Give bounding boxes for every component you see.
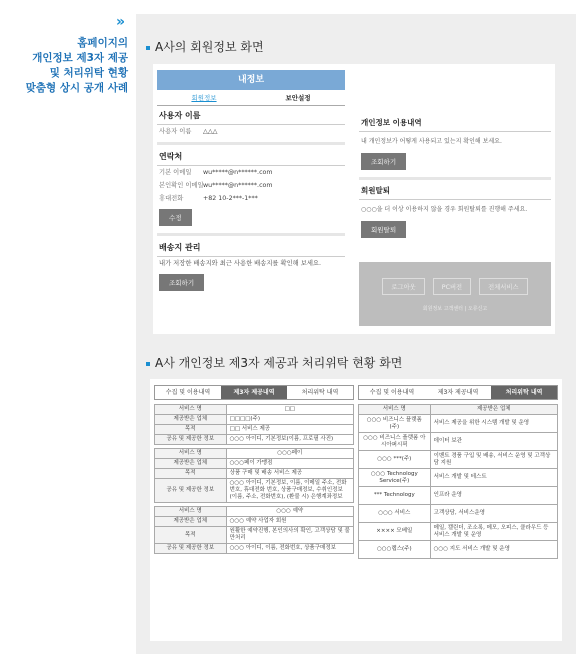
phone-row <box>157 192 345 205</box>
bullet-icon <box>146 362 150 366</box>
table-row <box>359 469 558 487</box>
withdraw-desc: ○○○을 더 이상 이용하지 않을 경우 회원탈퇴를 진행해 주세요. <box>361 206 528 213</box>
sidebar-title-line: 맞춤형 상시 공개 사례 <box>25 82 128 94</box>
myinfo-tabs <box>157 90 345 106</box>
purpose-cell: 데이터 보관 <box>430 433 557 451</box>
withdraw-heading: 회원탈퇴 <box>359 182 551 200</box>
third-party-grid <box>154 404 354 554</box>
edit-button[interactable]: 수정 <box>159 209 192 226</box>
shipping-desc: 내가 저장한 배송지와 최근 사용한 배송지를 확인해 보세요. <box>159 260 321 267</box>
footer-box <box>359 262 551 326</box>
usage-lookup-button[interactable]: 조회하기 <box>361 153 406 170</box>
tab-outsourcing[interactable]: 처리위탁 내역 <box>301 389 339 396</box>
row-value: ○○○ 아이디, 이름, 전화번호, 상품구매정보 <box>226 544 353 554</box>
row-label: 공유 및 제공한 정보 <box>155 435 227 445</box>
table-row <box>155 449 354 459</box>
usage-desc: 내 개인정보가 어떻게 사용되고 있는지 확인해 보세요. <box>361 138 502 145</box>
table-tabs <box>358 385 558 400</box>
outsourcing-grid <box>358 404 558 559</box>
row-value: 상품 구매 및 배송 서비스 제공 <box>226 469 353 479</box>
row-label: 서비스 명 <box>155 507 227 517</box>
row-label: 공유 및 제공한 정보 <box>155 544 227 554</box>
tab-collection[interactable]: 수집 및 이용내역 <box>369 389 415 396</box>
username-row <box>157 125 345 138</box>
tab-collection[interactable]: 수집 및 이용내역 <box>165 389 211 396</box>
row-value: ○○○ 예약 <box>226 507 353 517</box>
table-row <box>155 544 354 554</box>
divider <box>157 233 345 236</box>
row-value: ○○○ 예약 사업자 회원 <box>226 517 353 527</box>
sidebar <box>0 14 128 96</box>
row-label: 목적 <box>155 527 227 544</box>
table-header-row <box>359 405 558 415</box>
table-header-cell: 제공받은 업체 <box>430 405 557 415</box>
myinfo-column <box>157 70 345 294</box>
table-row <box>155 425 354 435</box>
tab-security[interactable]: 보안설정 <box>285 94 311 102</box>
withdraw-button[interactable]: 회원탈퇴 <box>361 221 406 238</box>
verify-email-value: wu*****@n******.com <box>203 182 273 189</box>
bullet-icon <box>146 46 150 50</box>
row-label: 제공받은 업체 <box>155 459 227 469</box>
table-row <box>155 507 354 517</box>
table-row <box>155 469 354 479</box>
contact-heading: 연락처 <box>157 147 345 166</box>
purpose-cell: 서비스 개발 및 테스트 <box>430 469 557 487</box>
divider <box>359 177 551 180</box>
table-row <box>155 459 354 469</box>
purpose-cell: 이벤트 경품 구입 및 배송, 서비스 운영 및 고객상담 지원 <box>430 451 557 469</box>
row-value: □□ <box>226 405 353 415</box>
table-row <box>359 487 558 505</box>
sidebar-title-line: 및 처리위탁 현황 <box>49 67 128 79</box>
row-label: 목적 <box>155 425 227 435</box>
row-value: ○○○페이 가맹점 <box>226 459 353 469</box>
tab-third-party[interactable]: 제3자 제공내역 <box>437 389 479 396</box>
phone-label: 휴대전화 <box>159 195 184 202</box>
table-row <box>359 541 558 559</box>
table-row <box>155 405 354 415</box>
email-label: 기본 이메일 <box>159 169 192 176</box>
purpose-cell: 서비스 제공을 위한 시스템 개발 및 운영 <box>430 415 557 433</box>
row-value: □□□□(주) <box>226 415 353 425</box>
purpose-cell: ○○○ 지도 서비스 개발 및 운영 <box>430 541 557 559</box>
table-row <box>359 451 558 469</box>
purpose-cell: 인프라 운영 <box>430 487 557 505</box>
all-services-button[interactable]: 전체서비스 <box>479 278 527 295</box>
company-cell: ○○○ ***(주) <box>359 451 431 469</box>
table-row <box>155 527 354 544</box>
company-cell: *** Technology <box>359 487 431 505</box>
table-row <box>155 415 354 425</box>
logout-button[interactable]: 로그아웃 <box>382 278 424 295</box>
row-label: 공유 및 제공한 정보 <box>155 479 227 503</box>
tab-outsourcing[interactable]: 처리위탁 내역 <box>491 386 557 399</box>
row-value: ○○○ 아이디, 기본정보(이름, 프로필 사진) <box>226 435 353 445</box>
pc-version-button[interactable]: PC버전 <box>433 278 471 295</box>
section-title-member <box>146 38 264 55</box>
username-value: △△△ <box>203 128 218 135</box>
tab-member-info[interactable]: 회원정보 <box>191 94 217 102</box>
table-row <box>155 517 354 527</box>
table-header-cell: 서비스 명 <box>359 405 431 415</box>
row-label: 서비스 명 <box>155 405 227 415</box>
table-row <box>359 433 558 451</box>
username-label: 사용자 이름 <box>159 128 192 135</box>
section-title-text: A사 개인정보 제3자 제공과 처리위탁 현황 화면 <box>155 356 403 370</box>
row-label: 목적 <box>155 469 227 479</box>
section-title-provision <box>146 354 402 371</box>
privacy-column <box>359 114 551 241</box>
company-cell: ○○○ 비즈니스 플랫폼(주) <box>359 415 431 433</box>
company-cell: ○○○ 서비스 <box>359 505 431 523</box>
table-row <box>155 435 354 445</box>
table-tabs <box>154 385 354 400</box>
username-heading: 사용자 이름 <box>157 106 345 125</box>
purpose-cell: 메일, 캘린더, 조소록, 메모, 오피스, 클라우드 등 서비스 개발 및 운영 <box>430 523 557 541</box>
divider <box>157 142 345 145</box>
footer-links[interactable]: 회원정보 고객센터 | 오류신고 <box>422 306 488 312</box>
row-value: ○○○페이 <box>226 449 353 459</box>
row-value: 원활한 예약진행, 본인의사의 확인, 고객상담 및 불만처리 <box>226 527 353 544</box>
content-frame <box>136 14 576 654</box>
shipping-lookup-button[interactable]: 조회하기 <box>159 274 204 291</box>
shipping-heading: 배송지 관리 <box>157 238 345 257</box>
verify-email-row <box>157 179 345 192</box>
table-row <box>359 415 558 433</box>
email-value: wu*****@n******.com <box>203 169 273 176</box>
company-cell: ○○○랩스(주) <box>359 541 431 559</box>
third-party-table <box>154 385 354 554</box>
member-info-panel <box>153 64 555 334</box>
table-row <box>359 505 558 523</box>
sidebar-title-line: 개인정보 제3자 제공 <box>32 52 128 64</box>
myinfo-header: 내정보 <box>157 70 345 90</box>
tab-third-party[interactable]: 제3자 제공내역 <box>221 386 287 399</box>
outsourcing-table <box>358 385 558 559</box>
row-label: 서비스 명 <box>155 449 227 459</box>
email-row <box>157 166 345 179</box>
purpose-cell: 고객상담, 서비스운영 <box>430 505 557 523</box>
table-row <box>155 479 354 503</box>
footer-buttons <box>359 278 551 295</box>
verify-email-label: 본인확인 이메일 <box>159 182 204 189</box>
row-value: □□ 서비스 제공 <box>226 425 353 435</box>
sidebar-title <box>0 36 128 96</box>
company-cell: ○○○ Technology Service(주) <box>359 469 431 487</box>
sidebar-title-line: 홈페이지의 <box>77 37 128 49</box>
row-label: 제공받은 업체 <box>155 415 227 425</box>
phone-value: +82 10-2***-1*** <box>203 195 258 202</box>
row-value: ○○○ 아이디, 기본정보, 이름, 이메일 주소, 전화번호, 휴대전화 번호, 상품구매정보, 수취인정보(이름, 주소, 전화번호), (환불 시) 은행계좌정보 <box>226 479 353 503</box>
section-title-text: A사의 회원정보 화면 <box>155 40 264 54</box>
usage-heading: 개인정보 이용내역 <box>359 114 551 132</box>
company-cell: ×××× 모베일 <box>359 523 431 541</box>
company-cell: ○○○ 비즈니스 플랫폼 아시아퍼시픽 <box>359 433 431 451</box>
chevron-right-icon: » <box>115 14 122 30</box>
provision-panel <box>150 379 562 641</box>
table-row <box>359 523 558 541</box>
row-label: 제공받은 업체 <box>155 517 227 527</box>
